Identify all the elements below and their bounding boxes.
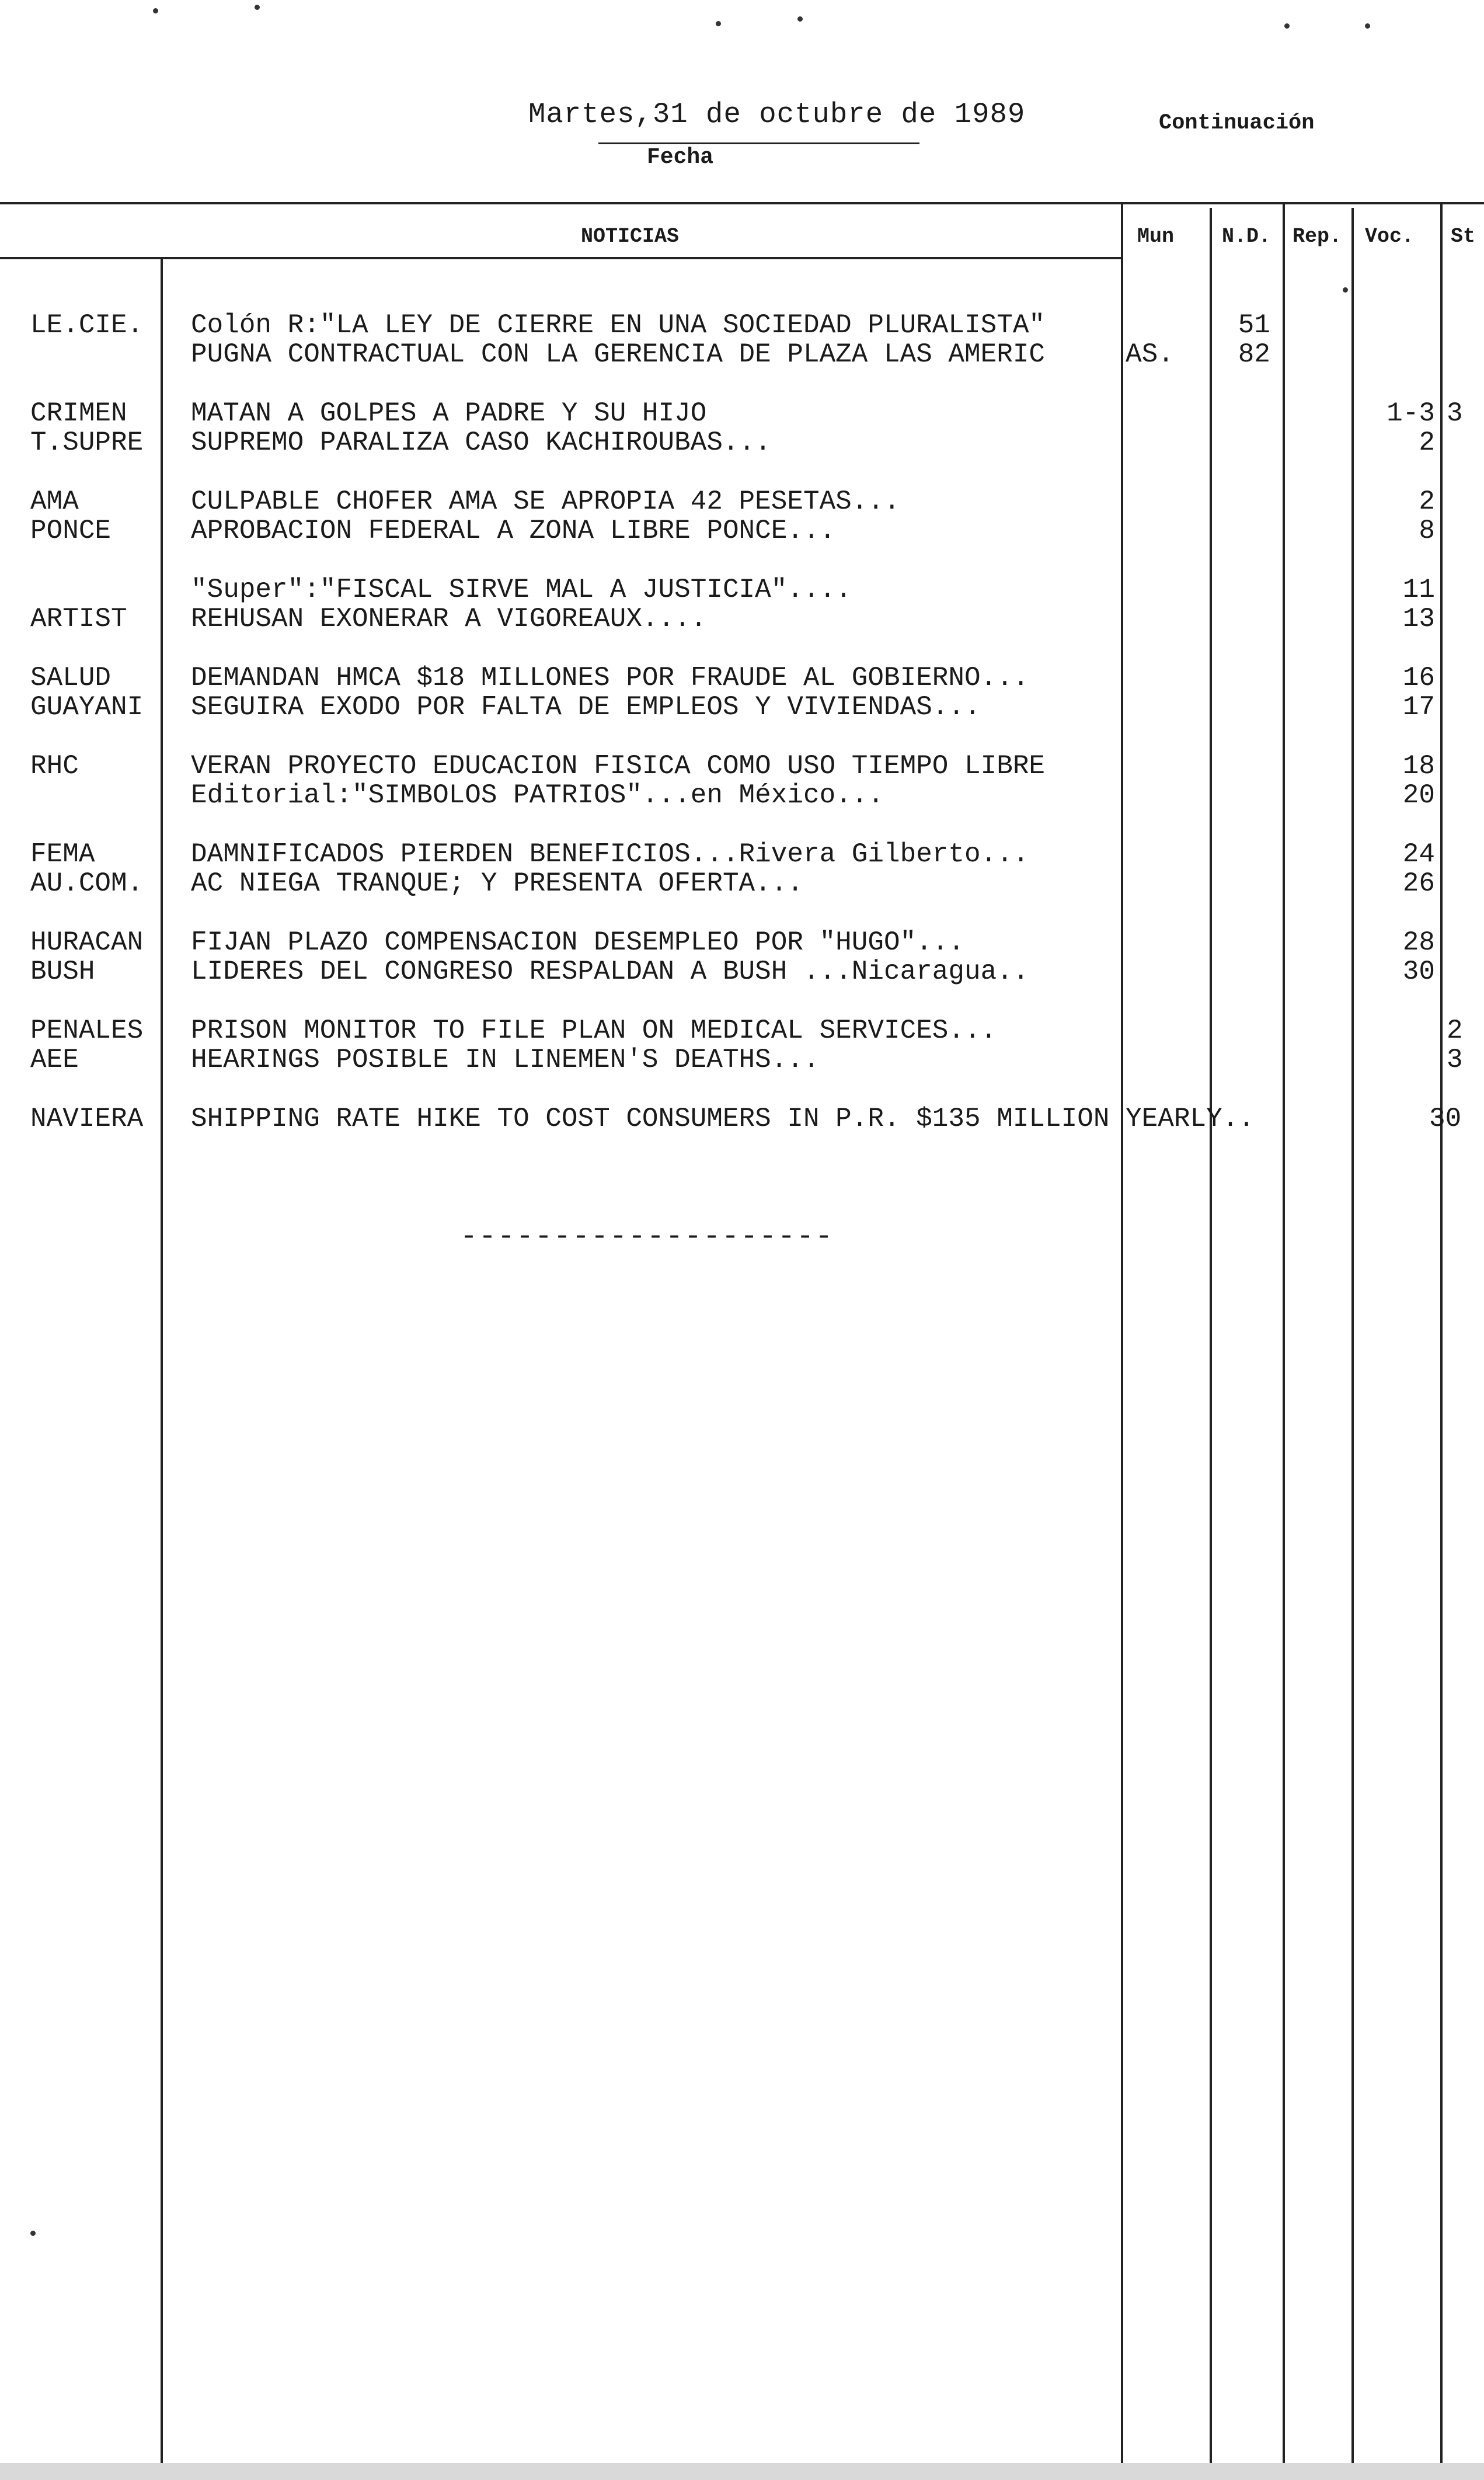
report-date: Martes,31 de octubre de 1989 xyxy=(528,98,1026,131)
row-tag: BUSH xyxy=(30,956,95,987)
row-tag: ARTIST xyxy=(30,604,127,634)
scan-speck xyxy=(255,5,260,10)
row-tag: PONCE xyxy=(30,516,112,546)
column-header-noticias: NOTICIAS xyxy=(581,225,680,248)
row-voc: 2 xyxy=(1419,486,1435,517)
row-voc: 16 xyxy=(1402,663,1435,693)
row-tag: AMA xyxy=(30,486,79,517)
row-sta: 3 xyxy=(1447,398,1463,429)
row-voc: 11 xyxy=(1402,575,1435,605)
row-nd: 51 xyxy=(1238,310,1270,340)
row-tag: PENALES xyxy=(30,1015,144,1046)
row-sta: 2 xyxy=(1447,1015,1463,1046)
scan-speck xyxy=(1365,23,1370,29)
row-tag: RHC xyxy=(30,751,79,781)
row-voc: 17 xyxy=(1402,692,1435,722)
scan-speck xyxy=(716,21,721,26)
row-headline: LIDERES DEL CONGRESO RESPALDAN A BUSH ...Nicaragua.. xyxy=(191,956,1029,987)
row-voc: 20 xyxy=(1402,780,1435,811)
row-tag: SALUD xyxy=(30,663,112,693)
row-voc: 2 xyxy=(1419,427,1435,458)
row-voc: 30 xyxy=(1402,956,1435,987)
row-mun: AS. xyxy=(1126,339,1174,370)
row-tag: AEE xyxy=(30,1045,79,1075)
row-tag: T.SUPRE xyxy=(30,427,144,458)
row-tag: CRIMEN xyxy=(30,398,127,429)
row-headline: CULPABLE CHOFER AMA SE APROPIA 42 PESETAS... xyxy=(191,486,900,517)
row-sta: 30 xyxy=(1429,1104,1462,1134)
nd-column-divider xyxy=(1210,208,1212,2463)
rep-column-divider xyxy=(1283,202,1285,2463)
row-voc: 13 xyxy=(1402,604,1435,634)
row-headline: DAMNIFICADOS PIERDEN BENEFICIOS...Rivera Gilberto... xyxy=(191,839,1029,869)
row-headline: SHIPPING RATE HIKE TO COST CONSUMERS IN P.R. $135 MILLION YEARLY.. xyxy=(191,1104,1255,1134)
scan-bottom-edge xyxy=(0,2463,1484,2480)
row-headline: SUPREMO PARALIZA CASO KACHIROUBAS... xyxy=(191,427,771,458)
row-tag: AU.COM. xyxy=(30,868,144,899)
row-headline: REHUSAN EXONERAR A VIGOREAUX.... xyxy=(191,604,707,634)
row-headline: Editorial:"SIMBOLOS PATRIOS"...en México... xyxy=(191,780,884,811)
scan-speck xyxy=(30,2231,36,2236)
row-headline: FIJAN PLAZO COMPENSACION DESEMPLEO POR "HUGO"... xyxy=(191,927,965,958)
continuation-label: Continuación xyxy=(1159,111,1315,135)
scan-speck xyxy=(1343,287,1348,293)
row-tag: NAVIERA xyxy=(30,1104,144,1134)
table-header-rule xyxy=(0,257,1121,259)
tag-column-divider xyxy=(161,257,163,2463)
date-underline xyxy=(598,142,919,144)
row-headline: DEMANDAN HMCA $18 MILLONES POR FRAUDE AL GOBIERNO... xyxy=(191,663,1029,693)
row-headline: MATAN A GOLPES A PADRE Y SU HIJO xyxy=(191,398,707,429)
row-nd: 82 xyxy=(1238,339,1270,370)
row-headline: Colón R:"LA LEY DE CIERRE EN UNA SOCIEDAD PLURALISTA" xyxy=(191,310,1046,340)
row-voc: 26 xyxy=(1402,868,1435,899)
voc-column-divider xyxy=(1351,208,1354,2463)
row-headline: AC NIEGA TRANQUE; Y PRESENTA OFERTA... xyxy=(191,868,803,899)
sta-column-divider xyxy=(1440,202,1443,2463)
row-tag: FEMA xyxy=(30,839,95,869)
scan-speck xyxy=(1284,23,1290,29)
row-voc: 28 xyxy=(1402,927,1435,958)
row-voc: 24 xyxy=(1402,839,1435,869)
mun-column-divider xyxy=(1121,202,1123,2463)
row-headline: APROBACION FEDERAL A ZONA LIBRE PONCE... xyxy=(191,516,836,546)
column-header-sta: St xyxy=(1451,225,1476,248)
row-tag: GUAYANI xyxy=(30,692,144,722)
row-headline: PRISON MONITOR TO FILE PLAN ON MEDICAL SERVICES... xyxy=(191,1015,997,1046)
row-tag: HURACAN xyxy=(30,927,144,958)
row-headline: VERAN PROYECTO EDUCACION FISICA COMO USO TIEMPO LIBRE xyxy=(191,751,1046,781)
row-headline: "Super":"FISCAL SIRVE MAL A JUSTICIA".... xyxy=(191,575,852,605)
table-top-rule xyxy=(0,202,1484,204)
row-headline: SEGUIRA EXODO POR FALTA DE EMPLEOS Y VIVIENDAS... xyxy=(191,692,981,722)
scan-speck xyxy=(153,8,158,13)
row-tag: LE.CIE. xyxy=(30,310,144,340)
row-headline: HEARINGS POSIBLE IN LINEMEN'S DEATHS... xyxy=(191,1045,820,1075)
date-label: Fecha xyxy=(647,145,714,170)
scan-speck xyxy=(797,16,803,22)
row-voc: 1-3 xyxy=(1387,398,1435,429)
row-headline: PUGNA CONTRACTUAL CON LA GERENCIA DE PLAZA LAS AMERIC xyxy=(191,339,1046,370)
row-voc: 8 xyxy=(1419,516,1435,546)
row-sta: 3 xyxy=(1447,1045,1463,1075)
column-header-mun: Mun xyxy=(1137,225,1175,248)
column-header-nd: N.D. xyxy=(1222,225,1271,248)
end-separator: -------------------- xyxy=(460,1220,834,1254)
column-header-rep: Rep. xyxy=(1293,225,1342,248)
row-voc: 18 xyxy=(1402,751,1435,781)
column-header-voc: Voc. xyxy=(1365,225,1415,248)
